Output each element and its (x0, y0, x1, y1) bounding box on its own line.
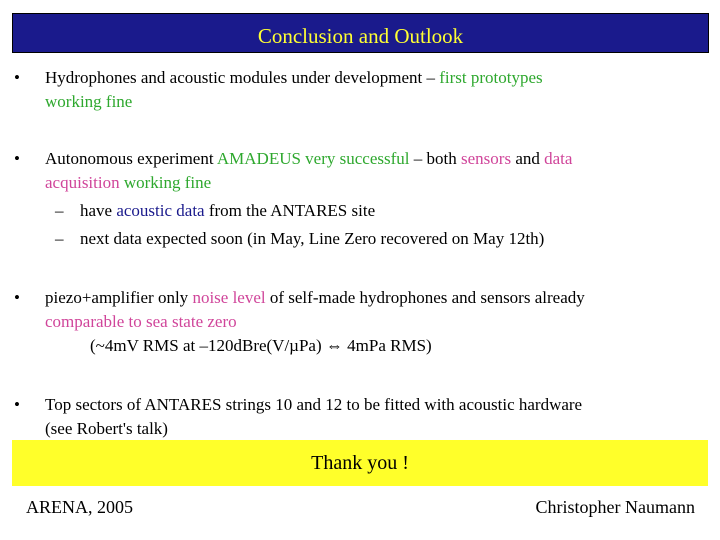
highlight-sensors: sensors (461, 149, 512, 168)
text-span: next data expected soon (in May, Line Zero recovered on May 12th) (80, 229, 545, 248)
text-span: of self-made hydrophones and sensors already (265, 288, 585, 307)
bullet-3-text (45, 286, 705, 358)
bullet-dot: • (14, 149, 20, 168)
text-line: Top sectors of ANTARES strings 10 and 12 to be fitted with acoustic hardware (45, 395, 583, 414)
dash-marker: – (55, 201, 64, 220)
bullet-1-text (45, 66, 705, 114)
text-line: (see Robert's talk) (45, 419, 168, 438)
bullet-dot: • (14, 288, 20, 307)
title-bar (12, 13, 709, 53)
text-span: – both (409, 149, 461, 168)
sub-bullet-1 (45, 199, 705, 223)
highlight-acoustic-data: acoustic data (116, 201, 205, 220)
text-span: Hydrophones and acoustic modules under development – (45, 68, 440, 87)
bullet-dot: • (14, 68, 20, 87)
highlight-first-prototypes: first prototypes (439, 68, 543, 87)
highlight-working-fine: working fine (45, 92, 133, 111)
highlight-acquisition: acquisition (45, 173, 120, 192)
slide-title: Conclusion and Outlook (257, 24, 464, 48)
text-span: have (80, 201, 117, 220)
highlight-sea-state-zero: comparable to sea state zero (45, 312, 237, 331)
highlight-amadeus: AMADEUS very successful (216, 149, 410, 168)
text-span: and (511, 149, 545, 168)
text-span: from the ANTARES site (204, 201, 376, 220)
formula-line: (~4mV RMS at –120dBre(V/µPa) ⇔ 4mPa RMS) (90, 336, 432, 355)
highlight-noise-level: noise level (192, 288, 266, 307)
highlight-data: data (544, 149, 573, 168)
sub-bullet-2 (45, 227, 705, 251)
text-span: Autonomous experiment (45, 149, 217, 168)
text-span: piezo+amplifier only (45, 288, 193, 307)
highlight-working-fine: working fine (119, 173, 212, 192)
bullet-4-text (45, 393, 705, 441)
dash-marker: – (55, 229, 64, 248)
footer-event: ARENA, 2005 (26, 497, 133, 517)
footer-author: Christopher Naumann (535, 497, 695, 517)
thanks-band (12, 440, 708, 486)
bullet-dot: • (14, 395, 20, 414)
thanks-text: Thank you ! (311, 452, 409, 474)
bullet-2-text (45, 147, 705, 251)
